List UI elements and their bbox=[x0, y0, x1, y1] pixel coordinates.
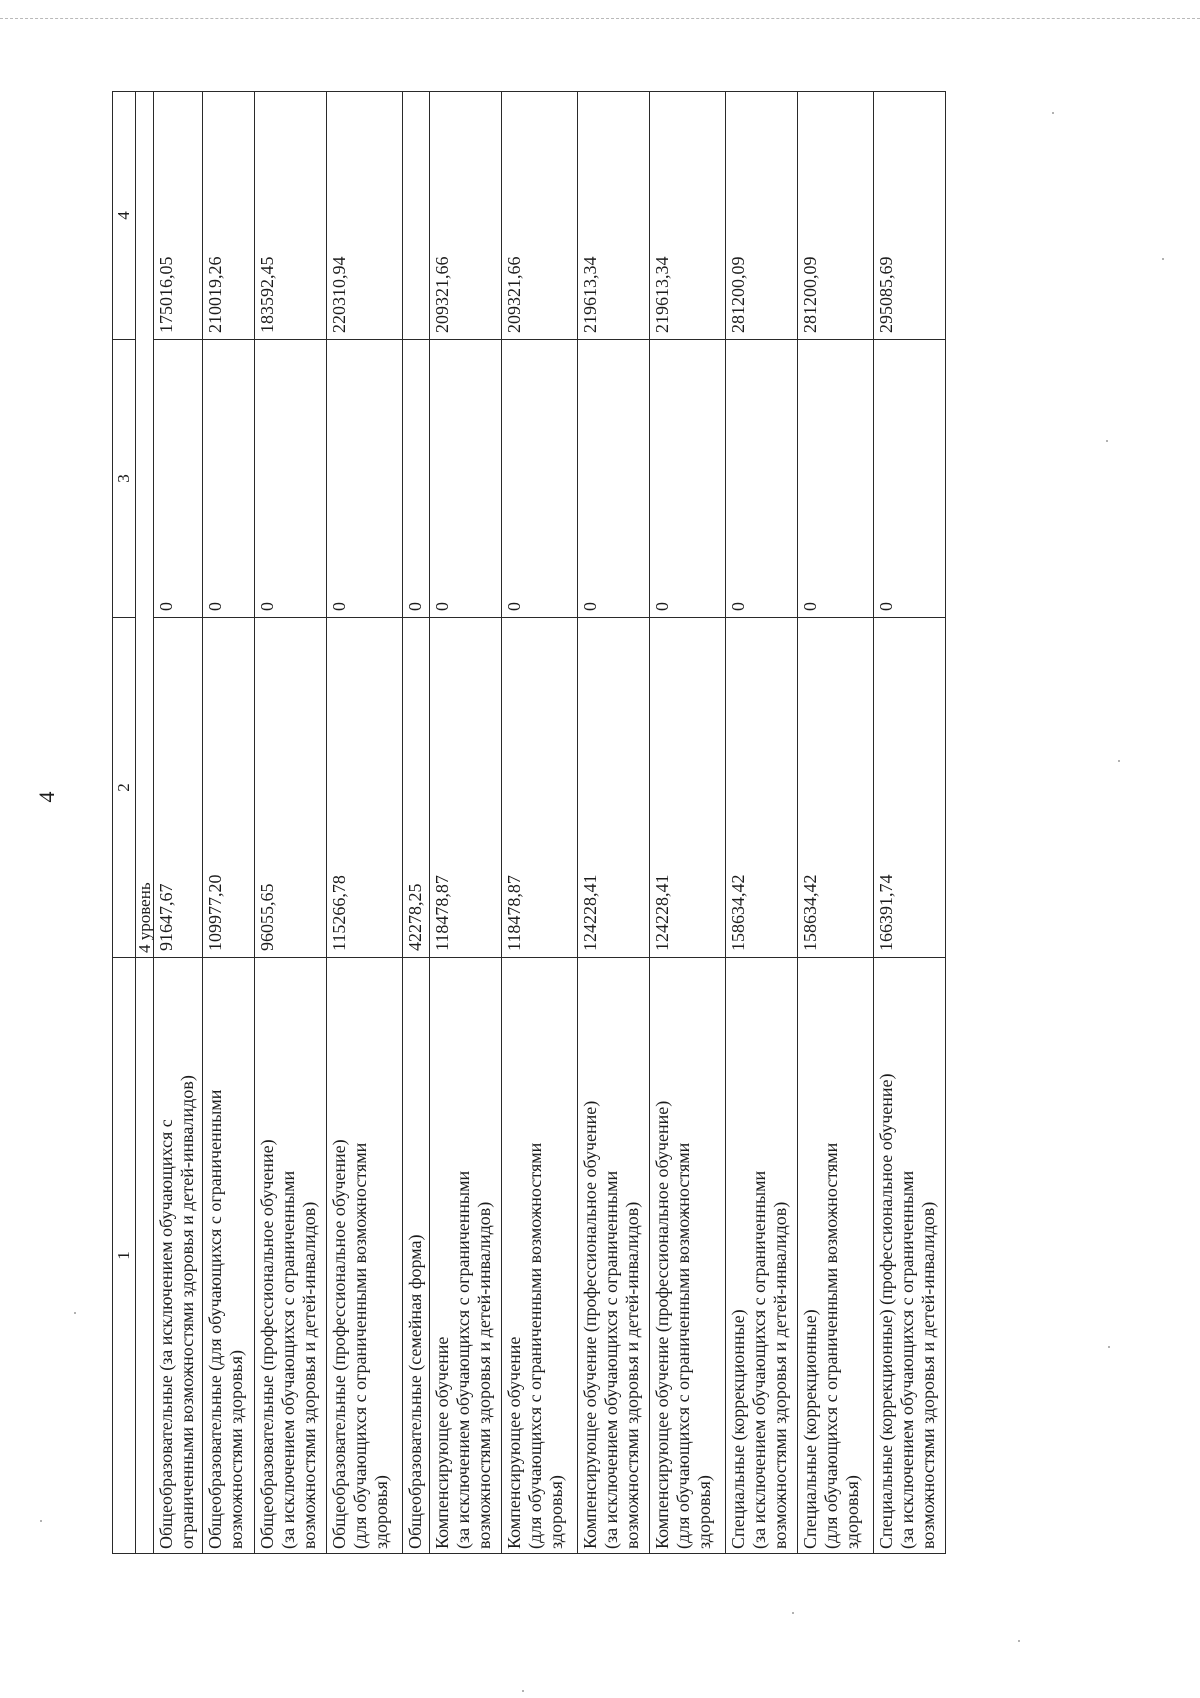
scan-speck bbox=[1162, 258, 1164, 260]
section-empty-cell bbox=[136, 958, 154, 1554]
row-value-col3: 0 bbox=[154, 340, 202, 618]
row-value-col4 bbox=[402, 92, 429, 340]
row-value-col3: 0 bbox=[873, 340, 945, 618]
row-name-cell bbox=[254, 958, 326, 1554]
row-name-line: Компенсирующее обучение bbox=[503, 1336, 524, 1549]
scan-speck bbox=[1018, 1640, 1020, 1642]
row-name-line: Общеобразовательные (профессиональное обучение) bbox=[256, 1139, 277, 1549]
scan-speck bbox=[1106, 440, 1108, 442]
row-value-col4: 210019,26 bbox=[202, 92, 254, 340]
row-name-cell bbox=[154, 958, 202, 1554]
row-value-col3: 0 bbox=[402, 340, 429, 618]
row-name-line: (за исключением обучающихся с ограниченными bbox=[452, 1170, 473, 1549]
row-value-col2: 124228,41 bbox=[649, 618, 725, 958]
row-name-line: Специальные (коррекционные) (профессиональное обучение) bbox=[875, 1073, 896, 1549]
row-value-col3: 0 bbox=[254, 340, 326, 618]
table-header-row bbox=[113, 92, 136, 1554]
rotated-table-container bbox=[112, 92, 1200, 1554]
column-header-2: 2 bbox=[113, 618, 136, 958]
row-name-line: Специальные (коррекционные) bbox=[727, 1309, 748, 1549]
row-name-cell bbox=[725, 958, 797, 1554]
row-value-col4: 209321,66 bbox=[429, 92, 501, 340]
row-name-line: возможностями здоровья и детей-инвалидов) bbox=[918, 1201, 939, 1549]
scan-speck bbox=[74, 1312, 76, 1314]
row-value-col3: 0 bbox=[202, 340, 254, 618]
row-name-line: Общеобразовательные (за исключением обучающихся с bbox=[156, 1119, 177, 1549]
row-value-col4: 281200,09 bbox=[725, 92, 797, 340]
row-name-line: здоровья) bbox=[694, 1475, 715, 1549]
row-value-col3: 0 bbox=[577, 340, 649, 618]
scan-speck bbox=[1052, 112, 1054, 114]
row-name-line: (для обучающихся с ограниченными возможностями bbox=[349, 1142, 370, 1549]
table-row bbox=[873, 92, 945, 1554]
column-header-1: 1 bbox=[113, 958, 136, 1554]
row-name-cell bbox=[649, 958, 725, 1554]
table-row bbox=[797, 92, 873, 1554]
row-name-cell bbox=[577, 958, 649, 1554]
row-value-col3: 0 bbox=[429, 340, 501, 618]
row-name-line: возможностями здоровья и детей-инвалидов) bbox=[474, 1201, 495, 1549]
row-name-cell bbox=[326, 958, 402, 1554]
row-name-cell bbox=[873, 958, 945, 1554]
row-name-cell bbox=[202, 958, 254, 1554]
row-value-col3: 0 bbox=[797, 340, 873, 618]
row-name-line: возможностями здоровья и детей-инвалидов) bbox=[622, 1201, 643, 1549]
row-value-col4: 295085,69 bbox=[873, 92, 945, 340]
table-row bbox=[202, 92, 254, 1554]
row-value-col4: 183592,45 bbox=[254, 92, 326, 340]
row-name-line: ограниченными возможностями здоровья и детей-инвалидов) bbox=[177, 1075, 198, 1549]
table-row bbox=[577, 92, 649, 1554]
row-value-col4: 219613,34 bbox=[577, 92, 649, 340]
row-value-col2: 109977,20 bbox=[202, 618, 254, 958]
column-header-4: 4 bbox=[113, 92, 136, 340]
row-name-line: Общеобразовательные (семейная форма) bbox=[404, 1234, 425, 1549]
row-value-col2: 158634,42 bbox=[725, 618, 797, 958]
page-number: 4 bbox=[34, 791, 59, 803]
row-value-col2: 118478,87 bbox=[429, 618, 501, 958]
table-row bbox=[254, 92, 326, 1554]
row-name-line: здоровья) bbox=[546, 1475, 567, 1549]
scan-speck bbox=[522, 1690, 524, 1692]
row-name-line: Компенсирующее обучение (профессиональное обучение) bbox=[651, 1100, 672, 1549]
row-value-col4: 220310,94 bbox=[326, 92, 402, 340]
row-value-col3: 0 bbox=[649, 340, 725, 618]
column-header-3: 3 bbox=[113, 340, 136, 618]
row-name-cell bbox=[429, 958, 501, 1554]
table-row bbox=[326, 92, 402, 1554]
row-name-line: здоровья) bbox=[842, 1475, 863, 1549]
scan-speck bbox=[40, 1520, 42, 1522]
row-name-line: возможностями здоровья и детей-инвалидов) bbox=[770, 1201, 791, 1549]
table-row bbox=[649, 92, 725, 1554]
row-name-line: здоровья) bbox=[370, 1475, 391, 1549]
section-title: 4 уровень bbox=[136, 92, 154, 958]
scan-edge-line bbox=[0, 18, 1200, 19]
row-name-line: (для обучающихся с ограниченными возможностями bbox=[820, 1142, 841, 1549]
row-value-col2: 124228,41 bbox=[577, 618, 649, 958]
row-name-cell bbox=[501, 958, 577, 1554]
data-table bbox=[112, 91, 946, 1554]
table-body bbox=[136, 92, 946, 1554]
row-name-line: Компенсирующее обучение bbox=[431, 1336, 452, 1549]
row-value-col2: 115266,78 bbox=[326, 618, 402, 958]
row-value-col2: 96055,65 bbox=[254, 618, 326, 958]
row-value-col2: 118478,87 bbox=[501, 618, 577, 958]
table-row bbox=[501, 92, 577, 1554]
row-name-line: (для обучающихся с ограниченными возможностями bbox=[672, 1142, 693, 1549]
row-name-line: Компенсирующее обучение (профессиональное обучение) bbox=[579, 1100, 600, 1549]
row-name-line: (за исключением обучающихся с ограниченными bbox=[896, 1170, 917, 1549]
row-value-col3: 0 bbox=[326, 340, 402, 618]
row-value-col4: 209321,66 bbox=[501, 92, 577, 340]
row-value-col3: 0 bbox=[725, 340, 797, 618]
row-value-col2: 158634,42 bbox=[797, 618, 873, 958]
row-name-line: (для обучающихся с ограниченными возможностями bbox=[524, 1142, 545, 1549]
table-row bbox=[725, 92, 797, 1554]
row-name-cell bbox=[797, 958, 873, 1554]
row-name-line: возможностями здоровья) bbox=[225, 1349, 246, 1549]
scan-speck bbox=[792, 1612, 794, 1614]
section-row bbox=[136, 92, 154, 1554]
row-value-col4: 219613,34 bbox=[649, 92, 725, 340]
row-value-col2: 42278,25 bbox=[402, 618, 429, 958]
row-name-line: возможностями здоровья и детей-инвалидов) bbox=[298, 1201, 319, 1549]
scan-speck bbox=[1108, 1346, 1110, 1348]
row-name-line: (за исключением обучающихся с ограниченными bbox=[600, 1170, 621, 1549]
row-name-line: Специальные (коррекционные) bbox=[799, 1309, 820, 1549]
table-row bbox=[402, 92, 429, 1554]
row-name-line: (за исключением обучающихся с ограниченными bbox=[277, 1170, 298, 1549]
row-value-col3: 0 bbox=[501, 340, 577, 618]
row-value-col2: 91647,67 bbox=[154, 618, 202, 958]
table-row bbox=[429, 92, 501, 1554]
row-value-col4: 175016,05 bbox=[154, 92, 202, 340]
row-name-line: Общеобразовательные (для обучающихся с ограниченными bbox=[204, 1089, 225, 1549]
scan-speck bbox=[1118, 760, 1120, 762]
row-value-col2: 166391,74 bbox=[873, 618, 945, 958]
row-name-line: Общеобразовательные (профессиональное обучение) bbox=[328, 1139, 349, 1549]
row-value-col4: 281200,09 bbox=[797, 92, 873, 340]
table-row bbox=[154, 92, 202, 1554]
row-name-line: (за исключением обучающихся с ограниченными bbox=[748, 1170, 769, 1549]
row-name-cell bbox=[402, 958, 429, 1554]
